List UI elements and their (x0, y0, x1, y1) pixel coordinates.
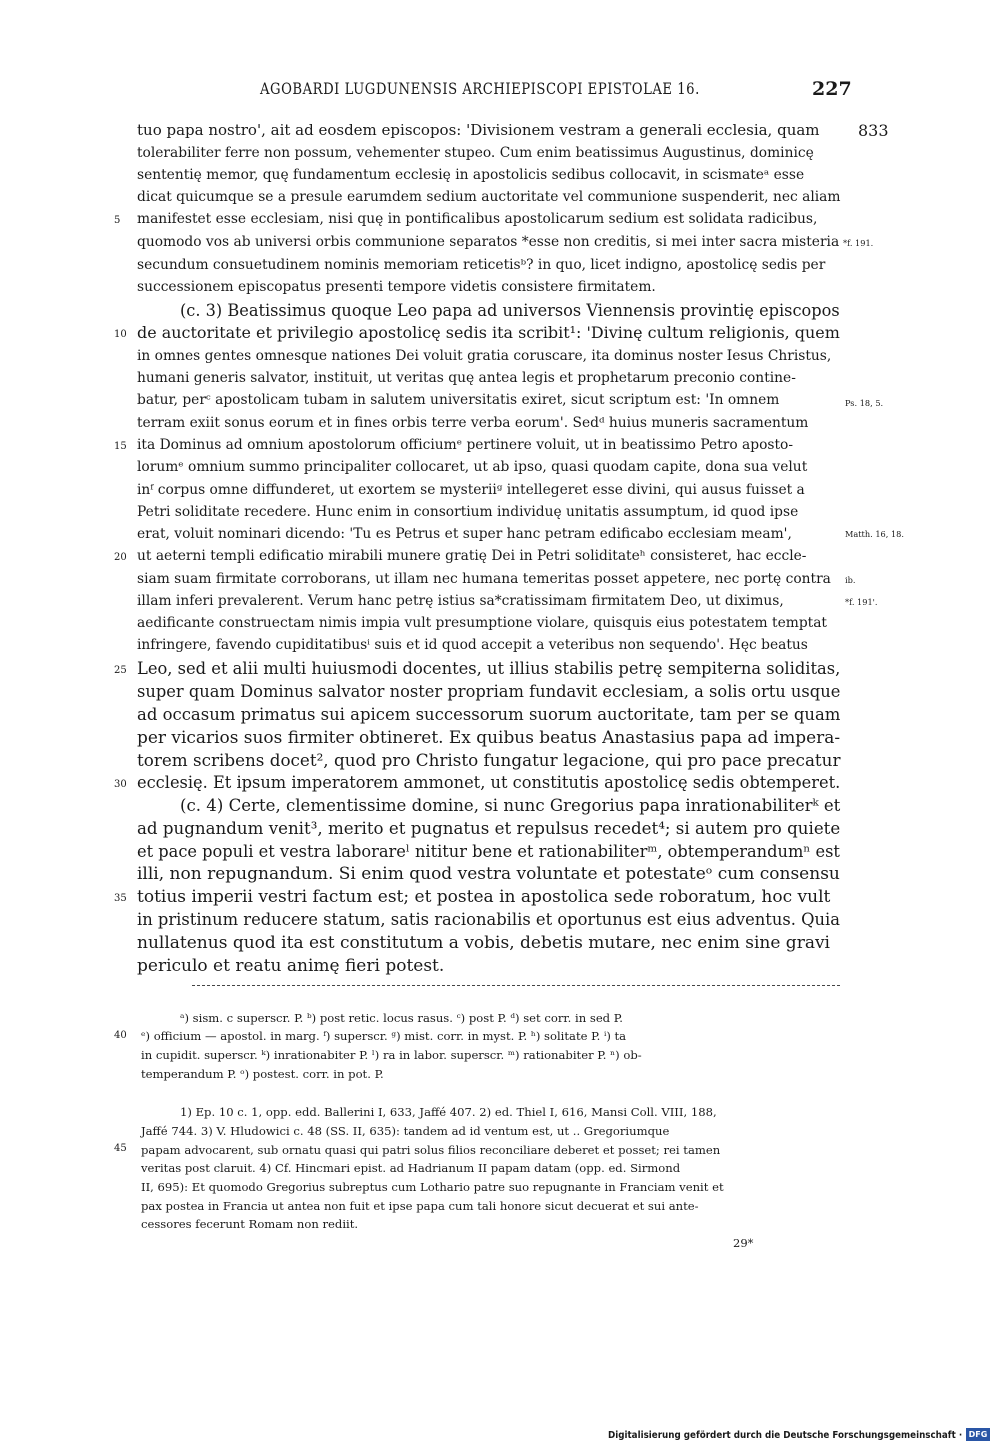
line-number: 45 (114, 1143, 127, 1154)
apparatus-line: temperandum P. ᵒ) postest. corr. in pot. P. (141, 1067, 384, 1081)
body-line: ita Dominus ad omnium apostolorum officiumᵉ pertinere voluit, ut in beatissimo Petro aposto- (137, 437, 793, 453)
body-line: in omnes gentes omnesque nationes Dei voluit gratia coruscare, ita dominus noster Iesus Christus, (137, 348, 832, 364)
apparatus-line: ᵃ) sism. c superscr. P. ᵇ) post retic. locus rasus. ᶜ) post P. ᵈ) set corr. in sed P. (180, 1011, 623, 1025)
body-line: illam inferi prevalerent. Verum hanc petrę istius sa*cratissimam firmitatem Deo, ut diximus, (137, 593, 784, 609)
line-number: 10 (114, 329, 127, 340)
body-line: per vicarios suos firmiter obtineret. Ex quibus beatus Anastasius papa ad impera- (137, 728, 841, 748)
line-number: 15 (114, 441, 127, 452)
body-line: nullatenus quod ita est constitutum a vobis, debetis mutare, nec enim sine gravi (137, 933, 830, 953)
body-line: ecclesię. Et ipsum imperatorem ammonet, ut constitutis apostolicę sedis obtemperet. (137, 773, 841, 793)
footnote-line: cessores fecerunt Romam non rediit. (141, 1217, 359, 1231)
apparatus-line: in cupidit. superscr. ᵏ) inrationabiter P. ˡ) ra in labor. superscr. ᵐ) rationabiter P. ⁿ) ob- (141, 1048, 642, 1062)
footnote-separator (192, 985, 840, 986)
body-line: humani generis salvator, instituit, ut veritas quę antea legis et prophetarum preconio contine- (137, 370, 796, 386)
body-line: batur, perᶜ apostolicam tubam in salutem universitatis exiret, sicut scriptum est: 'In omnem (137, 392, 780, 408)
body-line: et pace populi et vestra laborareˡ nititur bene et rationabiliterᵐ, obtemperandumⁿ est (137, 842, 840, 862)
body-line: Leo, sed et alii multi huiusmodi docentes, ut illius stabilis petrę sempiterna soliditas, (137, 659, 841, 679)
body-line: totius imperii vestri factum est; et postea in apostolica sede roboratum, hoc vult (137, 887, 831, 907)
line-number: 40 (114, 1030, 127, 1041)
body-line: ad occasum primatus sui apicem successorum suorum auctoritate, tam per se quam (137, 705, 841, 725)
body-line: tolerabiliter ferre non possum, vehementer stupeo. Cum enim beatissimus Augustinus, dominicę (137, 145, 814, 161)
signature-mark: 29* (733, 1236, 754, 1250)
margin-note: Ps. 18, 5. (845, 398, 884, 408)
footnote-line: pax postea in Francia ut antea non fuit et ipse papa cum tali honore sicut decuerat et sui ante- (141, 1199, 699, 1213)
margin-note: Matth. 16, 18. (845, 529, 904, 539)
body-line: illi, non repugnandum. Si enim quod vestra voluntate et potestateᵒ cum consensu (137, 864, 840, 884)
body-line: (c. 3) Beatissimus quoque Leo papa ad universos Viennensis provintię episcopos (180, 301, 840, 321)
apparatus-line: ᵉ) officium — apostol. in marg. ᶠ) superscr. ᵍ) mist. corr. in myst. P. ʰ) solitate P. ⁱ) ta (141, 1029, 627, 1043)
body-line: successionem episcopatus presenti tempore videtis consistere firmitatem. (137, 279, 656, 295)
column-number: 833 (858, 121, 889, 140)
dfg-logo: DFG (966, 1428, 990, 1441)
body-line: super quam Dominus salvator noster propriam fundavit ecclesiam, a solis ortu usque (137, 682, 841, 702)
page-number: 227 (812, 78, 852, 100)
funding-notice: Digitalisierung gefördert durch die Deutsche Forschungsgemeinschaft · (608, 1430, 963, 1441)
body-line: quomodo vos ab universi orbis communione separatos *esse non creditis, si mei inter sacra misteria (137, 234, 840, 250)
footnote-line: 1) Ep. 10 c. 1, opp. edd. Ballerini I, 633, Jaffé 407. 2) ed. Thiel I, 616, Mansi Coll. VIII, 188, (180, 1105, 717, 1119)
body-line: torem scribens docet², quod pro Christo fungatur legacione, qui pro pace precatur (137, 751, 841, 771)
line-number: 25 (114, 665, 127, 676)
body-line: infringere, favendo cupiditatibusⁱ suis et id quod accepit a veteribus non sequendo'. Hęc beatus (137, 637, 808, 653)
body-line: terram exiit sonus eorum et in fines orbis terre verba eorum'. Sedᵈ huius muneris sacramentum (137, 415, 809, 431)
margin-note: *f. 191. (843, 238, 874, 248)
line-number: 30 (114, 779, 127, 790)
line-number: 20 (114, 552, 127, 563)
body-line: dicat quicumque se a presule earumdem sedium auctoritate vel communione suspenderit, nec aliam (137, 189, 841, 205)
line-number: 35 (114, 893, 127, 904)
margin-note: ib. (845, 575, 856, 585)
body-line: siam suam firmitate corroborans, ut illam nec humana temeritas posset appetere, nec portę contra (137, 571, 831, 587)
body-line: secundum consuetudinem nominis memoriam reticetisᵇ? in quo, licet indigno, apostolicę sedis per (137, 257, 826, 273)
body-line: ut aeterni templi edificatio mirabili munere gratię Dei in Petri soliditateʰ consisteret, hac eccle- (137, 548, 807, 564)
body-line: de auctoritate et privilegio apostolicę sedis ita scribit¹: 'Divinę cultum religionis, quem (137, 323, 840, 342)
body-line: lorumᵉ omnium summo principaliter collocaret, ut ab ipso, quasi quodam capite, dona sua velut (137, 459, 808, 475)
running-title: AGOBARDI LUGDUNENSIS ARCHIEPISCOPI EPISTOLAE 16. (260, 80, 700, 98)
body-line: periculo et reatu animę fieri potest. (137, 956, 445, 976)
footnote-line: veritas post claruit. 4) Cf. Hincmari epist. ad Hadrianum II papam datam (opp. ed. Sirmond (141, 1161, 681, 1175)
footnote-line: papam advocarent, sub ornatu quasi qui patri solus filios reconciliare deberet et posset; rei tamen (141, 1143, 721, 1157)
body-line: sententię memor, quę fundamentum ecclesię in apostolicis sedibus collocavit, in scismateᵃ esse (137, 167, 805, 183)
body-line: tuo papa nostro', ait ad eosdem episcopos: 'Divisionem vestram a generali ecclesia, quam (137, 121, 820, 139)
line-number: 5 (114, 215, 121, 226)
margin-note: *f. 191'. (845, 597, 878, 607)
body-line: (c. 4) Certe, clementissime domine, si nunc Gregorius papa inrationabiliterᵏ et (180, 796, 841, 816)
body-line: in pristinum reducere statum, satis racionabilis et oportunus est eius adventus. Quia (137, 910, 840, 930)
body-line: erat, voluit nominari dicendo: 'Tu es Petrus et super hanc petram edificabo ecclesiam meam', (137, 526, 792, 542)
body-line: inᶠ corpus omne diffunderet, ut exortem se mysteriiᵍ intellegeret esse divini, qui ausus fuisset a (137, 482, 805, 498)
body-line: ad pugnandum venit³, merito et pugnatus et repulsus recedet⁴; si autem pro quiete (137, 819, 841, 839)
body-line: Petri soliditate recedere. Hunc enim in consortium individuę unitatis assumptum, id quod ipse (137, 504, 799, 520)
footnote-line: Jaffé 744. 3) V. Hludowici c. 48 (SS. II, 635): tandem ad id ventum est, ut .. Gregoriumque (141, 1124, 670, 1138)
body-line: aedificante construectam nimis impia vult presumptione violare, quisquis eius potestatem temptat (137, 615, 827, 631)
footnote-line: II, 695): Et quomodo Gregorius subreptus cum Lothario patre suo repugnante in Franciam venit et (141, 1180, 724, 1194)
body-line: manifestet esse ecclesiam, nisi quę in pontificalibus apostolicarum sedium est solidata radicibus, (137, 211, 818, 227)
